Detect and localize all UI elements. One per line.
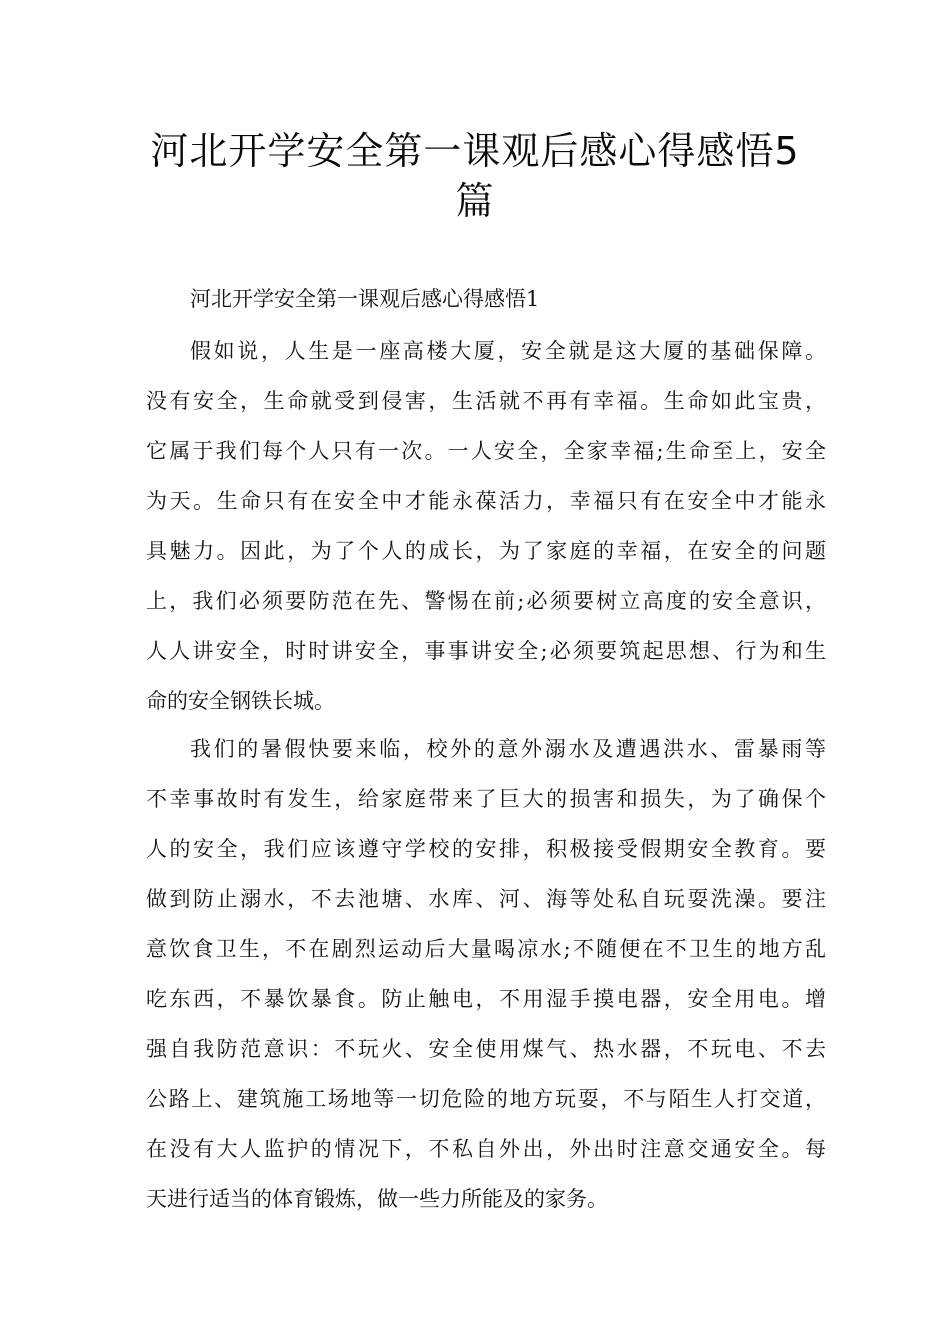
paragraph-1 [146, 326, 826, 726]
paragraph-line: 做到防止溺水，不去池塘、水库、河、海等处私自玩耍洗澡。要注 [146, 887, 826, 911]
paragraph-line: 意饮食卫生，不在剧烈运动后大量喝凉水;不随便在不卫生的地方乱 [146, 937, 826, 961]
paragraph-line: 不幸事故时有发生，给家庭带来了巨大的损害和损失，为了确保个 [146, 787, 826, 811]
paragraph-line: 具魅力。因此，为了个人的成长，为了家庭的幸福，在安全的问题 [146, 539, 826, 563]
title-line-1: 河北开学安全第一课观后感心得感悟5 [150, 129, 800, 173]
paragraph-line: 它属于我们每个人只有一次。一人安全，全家幸福;生命至上，安全 [146, 439, 826, 463]
section-heading: 河北开学安全第一课观后感心得感悟1 [190, 287, 540, 311]
title-line-2: 篇 [455, 179, 495, 223]
paragraph-line: 在没有大人监护的情况下，不私自外出，外出时注意交通安全。每 [146, 1137, 826, 1161]
paragraph-line: 我们的暑假快要来临，校外的意外溺水及遭遇洪水、雷暴雨等 [190, 737, 826, 761]
paragraph-line: 为天。生命只有在安全中才能永葆活力，幸福只有在安全中才能永 [146, 489, 826, 513]
document-title [0, 126, 950, 226]
paragraph-line: 没有安全，生命就受到侵害，生活就不再有幸福。生命如此宝贵， [146, 389, 826, 413]
paragraph-line: 吃东西，不暴饮暴食。防止触电，不用湿手摸电器，安全用电。增 [146, 987, 826, 1011]
paragraph-line: 天进行适当的体育锻炼，做一些力所能及的家务。 [146, 1187, 608, 1211]
paragraph-line: 假如说，人生是一座高楼大厦，安全就是这大厦的基础保障。 [190, 339, 826, 363]
paragraph-2 [146, 724, 826, 1224]
paragraph-line: 强自我防范意识：不玩火、安全使用煤气、热水器，不玩电、不去 [146, 1037, 826, 1061]
paragraph-line: 人的安全，我们应该遵守学校的安排，积极接受假期安全教育。要 [146, 837, 826, 861]
paragraph-line: 人人讲安全，时时讲安全，事事讲安全;必须要筑起思想、行为和生 [146, 639, 826, 663]
paragraph-line: 命的安全钢铁长城。 [146, 689, 335, 713]
paragraph-line: 上，我们必须要防范在先、警惕在前;必须要树立高度的安全意识， [146, 589, 826, 613]
paragraph-line: 公路上、建筑施工场地等一切危险的地方玩耍，不与陌生人打交道， [146, 1087, 826, 1111]
